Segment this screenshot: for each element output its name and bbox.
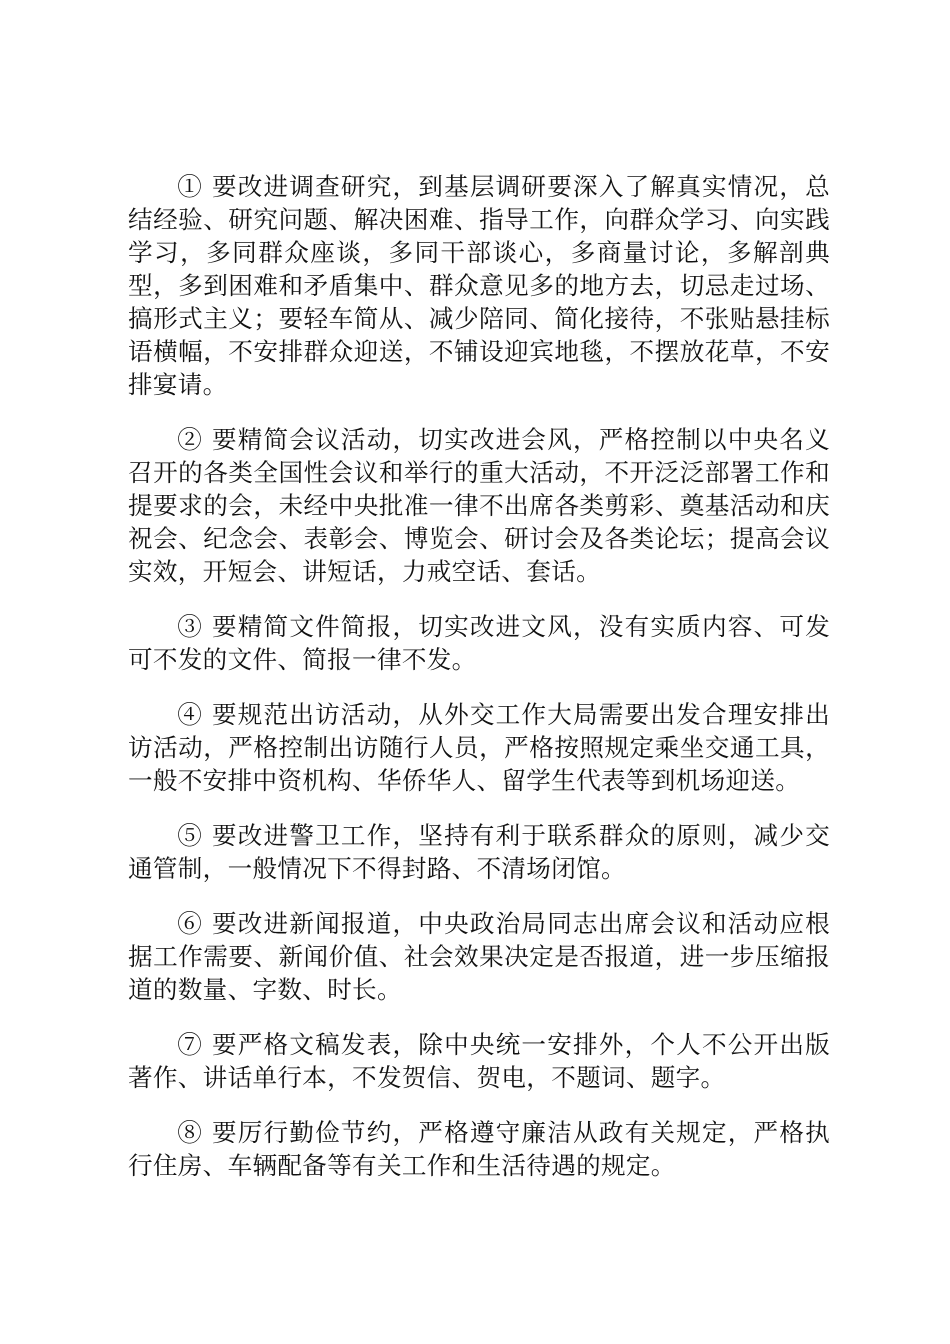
- paragraph-3: ③ 要精简文件简报，切实改进文风，没有实质内容、可发可不发的文件、简报一律不发。: [128, 612, 830, 674]
- paragraph-8: ⑧ 要厉行勤俭节约，严格遵守廉洁从政有关规定，严格执行住房、车辆配备等有关工作和生活待遇的规定。: [128, 1118, 830, 1180]
- paragraph-6: ⑥ 要改进新闻报道，中央政治局同志出席会议和活动应根据工作需要、新闻价值、社会效果决定是否报道，进一步压缩报道的数量、字数、时长。: [128, 909, 830, 1004]
- paragraph-4: ④ 要规范出访活动，从外交工作大局需要出发合理安排出访活动，严格控制出访随行人员，严格按照规定乘坐交通工具，一般不安排中资机构、华侨华人、留学生代表等到机场迎送。: [128, 700, 830, 795]
- paragraph-2: ② 要精简会议活动，切实改进会风，严格控制以中央名义召开的各类全国性会议和举行的重大活动，不开泛泛部署工作和提要求的会，未经中央批准一律不出席各类剪彩、奠基活动和庆祝会、纪念会、表彰会、博览会、研讨会及各类论坛；提高会议实效，开短会、讲短话，力戒空话、套话。: [128, 425, 830, 586]
- paragraph-5: ⑤ 要改进警卫工作，坚持有利于联系群众的原则，减少交通管制，一般情况下不得封路、不清场闭馆。: [128, 821, 830, 883]
- paragraph-7: ⑦ 要严格文稿发表，除中央统一安排外，个人不公开出版著作、讲话单行本，不发贺信、贺电，不题词、题字。: [128, 1030, 830, 1092]
- paragraph-1: ① 要改进调查研究，到基层调研要深入了解真实情况，总结经验、研究问题、解决困难、指导工作，向群众学习、向实践学习，多同群众座谈，多同干部谈心，多商量讨论，多解剖典型，多到困难和矛盾集中、群众意见多的地方去，切忌走过场、搞形式主义；要轻车简从、减少陪同、简化接待，不张贴悬挂标语横幅，不安排群众迎送，不铺设迎宾地毯，不摆放花草，不安排宴请。: [128, 172, 830, 399]
- document-body: [128, 170, 830, 1204]
